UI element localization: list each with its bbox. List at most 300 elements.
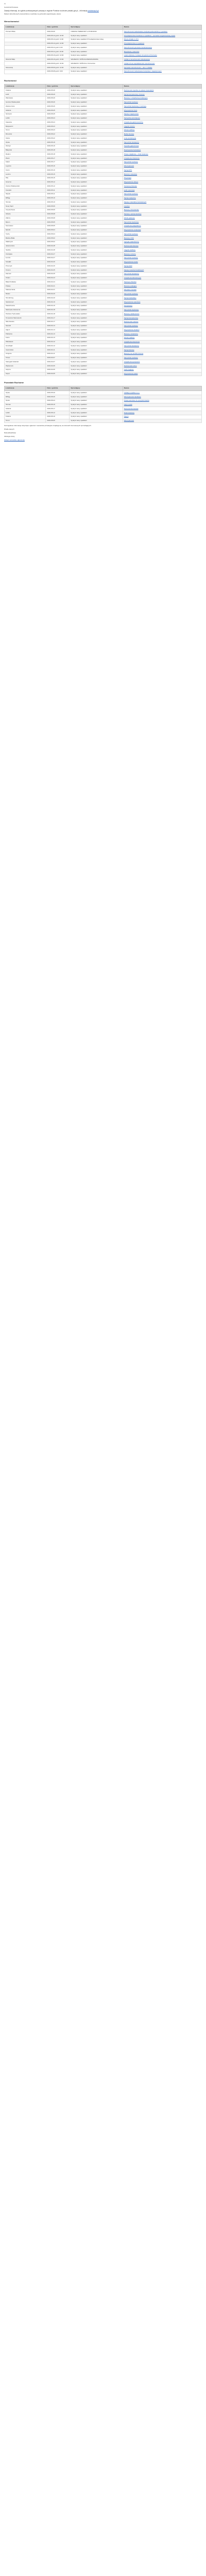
cell-seller: Syndyk masy upadłości	[70, 403, 123, 407]
cell-description	[123, 189, 201, 193]
table-row	[5, 212, 202, 216]
listing-link[interactable]: Samochód dostawczy	[124, 273, 139, 275]
cell-description	[123, 30, 201, 34]
listing-link[interactable]: Samochód osobowy	[124, 257, 138, 259]
cell-location	[5, 54, 46, 58]
table-row	[5, 189, 202, 193]
listing-link[interactable]: Samochód dostawczy	[124, 344, 139, 347]
cell-description	[123, 280, 201, 284]
cell-location: Biała Podlaska	[5, 280, 46, 284]
listing-link[interactable]: Sprzęt biurowy	[124, 348, 134, 351]
cell-description	[123, 200, 201, 205]
listing-link[interactable]: Samochód osobowy	[124, 293, 138, 295]
cell-date: 2023-05-02	[46, 236, 70, 241]
cell-date: 2023-04-24	[46, 280, 70, 284]
cell-date: 2023-05-23	[46, 128, 70, 132]
table-row	[5, 300, 202, 304]
column-header: Nazwa	[123, 25, 201, 30]
cell-description	[123, 256, 201, 260]
cell-date: 2023-04-18	[46, 308, 70, 312]
footer-all-link[interactable]: Zobacz wszystkie ogłoszenia	[4, 438, 25, 441]
listing-link[interactable]: Sprzęt AGD	[124, 264, 132, 267]
listing-link[interactable]: Wyposażenie sklepu	[124, 181, 139, 183]
cell-description	[123, 312, 201, 316]
cell-date: 2023-05-09 godz. 12:00	[46, 66, 70, 70]
cell-date: 2023-05-05	[46, 221, 70, 225]
cell-location	[5, 50, 46, 54]
cell-date: 2023-05-08	[46, 216, 70, 221]
listing-link[interactable]: Maszyny rolnicze	[124, 252, 136, 255]
table-row	[5, 176, 202, 180]
cell-seller: Syndyk masy upadłości	[70, 128, 123, 132]
table-row	[5, 399, 202, 403]
cell-date: 2023-05-22	[46, 137, 70, 141]
cell-date: 2023-05-17	[46, 157, 70, 161]
cell-date: 2023-04-20	[46, 296, 70, 300]
cell-seller: Syndyk masy upadłości	[70, 189, 123, 193]
column-header: Sprzedający	[70, 25, 123, 30]
listing-link[interactable]: Zapasy towarów handlowych	[124, 268, 144, 271]
listing-link[interactable]: Samochód osobowy	[124, 325, 138, 327]
cell-date: 2023-04-25	[46, 272, 70, 276]
results-table	[4, 386, 202, 423]
listing-link[interactable]: Samochód osobowy	[124, 357, 138, 359]
table-row	[5, 320, 202, 324]
listing-link[interactable]: Sprzęt komputerowy i biurowy	[124, 93, 145, 95]
top-marker: (!)	[4, 3, 6, 5]
table-row	[5, 70, 202, 74]
cell-seller: Syndyk masy upadłości	[70, 148, 123, 152]
listing-link[interactable]: Maszyny i urządzenia produkcyjne	[124, 97, 148, 99]
listing-link[interactable]: Samochód dostawczy	[124, 141, 139, 143]
table-row	[5, 157, 202, 161]
cell-date: 2023-04-19	[46, 300, 70, 304]
listing-link[interactable]: Samochód ciężarowy z naczepą	[124, 105, 146, 107]
table-row	[5, 248, 202, 252]
listing-link[interactable]: Samochód osobowy	[124, 101, 138, 104]
cell-location: Toruń	[5, 419, 46, 423]
cell-seller: Syndyk masy upadłości	[70, 260, 123, 264]
footer-line-1: Szczegółowe informacje dotyczące ogłoszeń i warunków przetargów znajdują się na stronach internetowych sprzedających.	[4, 425, 92, 427]
listing-link[interactable]: Nieruchomość zabudowana budynkiem magazynowym	[124, 70, 162, 73]
cell-description	[123, 58, 201, 62]
cell-date: 2023-05-10	[46, 196, 70, 200]
cell-seller: Syndyk masy upadłości	[70, 196, 123, 200]
cell-date: 2023-04-26	[46, 260, 70, 264]
cell-location: Chojnice	[5, 352, 46, 356]
cell-date: 2023-05-11 godz. 9:30	[46, 46, 70, 50]
cell-date: 2023-04-07	[46, 356, 70, 360]
listing-link[interactable]: Wiertarki i frezarki	[124, 289, 136, 291]
listing-link[interactable]: Akcje spółki	[124, 403, 132, 406]
cell-description	[123, 141, 201, 145]
cell-location: Gliwice	[5, 212, 46, 216]
table-row	[5, 304, 202, 308]
cell-date: 2023-04-17	[46, 316, 70, 320]
listing-link[interactable]: Maszyny pakujące	[124, 284, 137, 287]
intro-lead	[4, 10, 202, 12]
cell-date: 2023-05-10 godz. 12:00	[46, 54, 70, 58]
listing-link[interactable]: Wyposażenie hotelu	[124, 261, 138, 263]
listing-link[interactable]: Serwery i sprzęt sieciowy	[124, 213, 142, 215]
cell-seller: Syndyk masy upadłości	[70, 272, 123, 276]
listing-link[interactable]: Ruchomości rolnicze	[124, 320, 139, 323]
cell-location: Piotrków Trybunalski	[5, 312, 46, 316]
table-row	[5, 144, 202, 148]
cell-date: 2023-04-24	[46, 276, 70, 280]
cell-date: 2023-04-28	[46, 244, 70, 248]
cell-location: Gdańsk	[5, 109, 46, 113]
listing-link[interactable]: Urządzenia chemiczne	[124, 341, 140, 343]
cell-seller: Syndyk masy upadłości	[70, 121, 123, 125]
listing-link[interactable]: Maszyny do obróbki drewna	[124, 352, 144, 355]
table-row	[5, 168, 202, 173]
cell-description	[123, 288, 201, 292]
cell-date: 2023-05-26	[46, 100, 70, 105]
column-header: Sprzedający	[70, 84, 123, 89]
cell-date: 2023-04-28	[46, 248, 70, 252]
listing-link[interactable]: Samochód ciężarowy	[124, 309, 139, 311]
cell-location: Elbląg	[5, 395, 46, 399]
listing-link[interactable]: Ruchomości zgodnie ze spisem inwentarza	[124, 89, 154, 91]
listing-link[interactable]: Wyposażenie lokalu	[124, 372, 138, 375]
cell-date: 2023-05-11 godz. 10:30	[46, 50, 70, 54]
listing-link[interactable]: Wyposażenie warsztatu	[124, 300, 141, 303]
listing-link[interactable]: Urządzenia poligraficzne	[124, 225, 141, 227]
table-row	[5, 132, 202, 137]
listing-link[interactable]: Sprzedaż nieruchomości – dom z działką	[124, 66, 152, 69]
column-header: Lokalizacja	[5, 386, 46, 391]
cell-seller: SZCZECIN I SPÓŁKA w Szczecinie	[70, 62, 123, 66]
listing-link[interactable]: Linia produkcyjna	[124, 137, 136, 139]
listing-link[interactable]: Nieruchomość gruntowa niezabudowana	[124, 46, 152, 48]
cell-location: Katowice	[5, 121, 46, 125]
table-row	[5, 105, 202, 109]
cell-date: 2023-05-12 godz. 11:00	[46, 38, 70, 42]
listing-link[interactable]: Zbycie działki nr 27/1	[124, 38, 139, 41]
cell-seller: Syndyk masy upadłości	[70, 364, 123, 368]
listing-link[interactable]: Wyposażenie drukarni	[124, 328, 140, 331]
cell-location: Gdańsk	[5, 407, 46, 411]
cell-location: Tarnów	[5, 200, 46, 205]
listing-link[interactable]: Meble biurowe	[124, 133, 134, 135]
listing-link[interactable]: Przedsiębiorstwo handlowe w upadłości – sprzedaż zorganizowanej części	[124, 34, 176, 37]
listing-link[interactable]: Wyposażenie biura	[124, 109, 138, 111]
cell-date: 2023-05-19	[46, 144, 70, 148]
cell-location: Szczecin	[5, 112, 46, 116]
cell-description	[123, 419, 201, 423]
listing-link[interactable]: Mieszkanie, lokal 2/14	[124, 50, 140, 53]
listing-link[interactable]: Przedsiębiorstwo w upadłości	[124, 42, 145, 45]
listing-link[interactable]: Udział w nieruchomości zabudowanej	[124, 58, 150, 61]
listing-link[interactable]: Maszyny dziewiarskie	[124, 209, 139, 211]
cell-date: 2023-05-04	[46, 228, 70, 232]
cell-description	[123, 176, 201, 180]
cell-date: 2023-04-14	[46, 324, 70, 328]
cell-location: Białystok	[5, 148, 46, 152]
listing-link[interactable]: Kontenery biurowe	[124, 184, 137, 187]
cell-date: 2023-04-11	[46, 348, 70, 352]
cell-location: Płock	[5, 157, 46, 161]
cell-description	[123, 112, 201, 116]
cell-location: Bytom	[5, 221, 46, 225]
cell-location: Starogard Gdański	[5, 360, 46, 364]
column-header: Lokalizacja	[5, 25, 46, 30]
cell-description	[123, 157, 201, 161]
cell-description	[123, 340, 201, 344]
listing-link[interactable]: Samochód osobowy	[124, 193, 138, 195]
listing-link[interactable]: Ruchomości różne	[124, 364, 137, 367]
listing-link[interactable]: Koparka gąsienicowa	[124, 145, 139, 147]
cell-location: Łódź	[5, 93, 46, 97]
cell-date: 2023-05-26	[46, 395, 70, 399]
listing-link[interactable]: Urządzenia spożywcze	[124, 360, 140, 363]
table-row	[5, 368, 202, 372]
intro-lead-text: Zasady informacji, do ogólnie przekazywanych przepisy w regionie Punktow na stronie powiatu.gov.pl – informacje	[4, 9, 88, 12]
cell-description	[123, 304, 201, 308]
cell-description	[123, 316, 201, 320]
cell-date: 2023-04-25	[46, 268, 70, 273]
listing-link[interactable]: Maszyny CNC	[124, 236, 134, 239]
cell-date: 2023-05-30	[46, 89, 70, 93]
cell-description	[123, 260, 201, 264]
cell-location: Sieradz	[5, 324, 46, 328]
listing-link[interactable]: Sprzęt RTV	[124, 168, 132, 171]
cell-date: 2023-04-27	[46, 252, 70, 257]
table-row	[5, 121, 202, 125]
table-row	[5, 62, 202, 66]
cell-description	[123, 284, 201, 289]
table-row	[5, 236, 202, 241]
listing-link[interactable]: Samochód osobowy	[124, 161, 138, 163]
cell-seller: Syndyk masy upadłości	[70, 344, 123, 348]
cell-location: Tomaszów Mazowiecki	[5, 316, 46, 320]
cell-date: 2023-05-29	[46, 96, 70, 100]
cell-location: Kutno	[5, 336, 46, 340]
cell-date: 2023-05-26	[46, 105, 70, 109]
table-row	[5, 340, 202, 344]
intro-lead-link[interactable]: powiatowych.pl	[88, 9, 99, 12]
cell-date: 2023-05-17	[46, 160, 70, 164]
cell-description	[123, 42, 201, 46]
cell-date: 2023-04-13	[46, 332, 70, 336]
cell-description	[123, 70, 201, 74]
cell-location: Chełm	[5, 276, 46, 280]
cell-date: 2023-05-24	[46, 121, 70, 125]
table-row	[5, 252, 202, 257]
cell-seller: Syndyk masy upadłości	[70, 332, 123, 336]
cell-date: 2023-05-04	[46, 232, 70, 236]
footer	[4, 425, 202, 441]
cell-description	[123, 372, 201, 376]
cell-description	[123, 62, 201, 66]
listing-link[interactable]: Udziały w spółce z o.o.	[124, 391, 140, 394]
cell-date: 2023-04-07	[46, 360, 70, 364]
listing-link[interactable]: Wierzytelności	[124, 419, 134, 422]
cell-description	[123, 232, 201, 236]
cell-date: 2023-04-06	[46, 368, 70, 372]
cell-description	[123, 196, 201, 200]
table-row	[5, 164, 202, 168]
cell-location: Wałbrzych	[5, 240, 46, 244]
listing-link[interactable]: Domena internetowa	[124, 407, 139, 410]
listing-link[interactable]: Znak towarowy	[124, 411, 134, 414]
cell-seller: Syndyk masy upadłości	[70, 415, 123, 419]
table-row	[5, 34, 202, 38]
page	[0, 0, 206, 442]
listing-link[interactable]: Rusztowania budowlane	[124, 149, 141, 151]
cell-seller: Syndyk masy upadłości	[70, 173, 123, 177]
listing-link[interactable]: Samochód osobowy	[124, 232, 138, 235]
cell-description	[123, 212, 201, 216]
cell-seller: Syndyk masy upadłości	[70, 292, 123, 296]
listing-link[interactable]: Wózek widłowy	[124, 336, 135, 339]
cell-description	[123, 46, 201, 50]
cell-date: 2023-05-30	[46, 391, 70, 395]
table-row	[5, 46, 202, 50]
cell-description	[123, 105, 201, 109]
listing-link[interactable]: Maszyny stolarskie	[124, 173, 138, 175]
listing-link[interactable]: Przyczepa	[124, 177, 131, 179]
table-row	[5, 332, 202, 336]
cell-date: 2023-04-06	[46, 364, 70, 368]
table-row	[5, 256, 202, 260]
cell-date: 2023-05-18	[46, 152, 70, 157]
table-row	[5, 364, 202, 368]
table-row	[5, 125, 202, 129]
listing-link[interactable]: Sprzęt budowlany	[124, 296, 136, 299]
cell-location: Suwałki	[5, 260, 46, 264]
cell-seller: Syndyk masy upadłości	[70, 296, 123, 300]
table-row	[5, 100, 202, 105]
cell-location: Opole	[5, 141, 46, 145]
cell-seller: Syndyk masy upadłości	[70, 391, 123, 395]
cell-description	[123, 240, 201, 244]
cell-date: 2023-05-12 godz. 10:00	[46, 34, 70, 38]
table-header-row	[5, 84, 202, 89]
cell-location: Mielec	[5, 292, 46, 296]
listing-link[interactable]: Autobus	[124, 205, 130, 207]
listing-link[interactable]: Urządzenia laboratoryjne	[124, 277, 142, 279]
cell-description	[123, 344, 201, 348]
table-row	[5, 216, 202, 221]
listing-link[interactable]: Wyposażenie restauracji	[124, 229, 141, 231]
table-row	[5, 38, 202, 42]
cell-date: 2023-05-12	[46, 180, 70, 184]
listing-link[interactable]: Sprzęt komputerowy	[124, 316, 139, 319]
cell-seller: Syndyk masy upadłości	[70, 184, 123, 189]
cell-date: 2023-05-16	[46, 164, 70, 168]
listing-link[interactable]: Narzędzia warsztatowe	[124, 117, 140, 120]
listing-link[interactable]: Ruchomości biurowe	[124, 245, 139, 247]
cell-location: Inowrocław	[5, 348, 46, 352]
listing-link[interactable]: Ciągnik rolniczy	[124, 125, 135, 127]
cell-location: Przemyśl	[5, 264, 46, 268]
cell-description	[123, 292, 201, 296]
table-row	[5, 42, 202, 46]
cell-location: Konin	[5, 168, 46, 173]
cell-date: 2023-05-09 godz. 10:00	[46, 62, 70, 66]
table-header-row	[5, 386, 202, 391]
listing-link[interactable]: Lokal użytkowy z prawem do gruntu w Poznaniu	[124, 54, 157, 57]
cell-location: Kraków	[5, 89, 46, 93]
listing-link[interactable]: Wierzytelności handlowe	[124, 395, 141, 398]
cell-description	[123, 144, 201, 148]
cell-location: Bielsko-Biała	[5, 236, 46, 241]
cell-seller: Syndyk masy upadłości	[70, 316, 123, 320]
listing-link[interactable]: Wózek widłowy	[124, 129, 135, 131]
table-row	[5, 280, 202, 284]
table-row	[5, 240, 202, 244]
table-row	[5, 407, 202, 411]
cell-location: Ostrołęka	[5, 252, 46, 257]
table-row	[5, 276, 202, 280]
cell-seller: Syndyk masy upadłości	[70, 224, 123, 228]
listing-link[interactable]: Ciągnik siodłowy	[124, 248, 136, 251]
listing-link[interactable]: Kompresory	[124, 304, 132, 307]
listing-link[interactable]: Wierzytelności	[124, 165, 134, 167]
cell-date: 2023-05-08	[46, 212, 70, 216]
listing-link[interactable]: Jacht żaglowy	[124, 368, 134, 371]
cell-description	[123, 411, 201, 418]
listing-link[interactable]: Wózki paletowe	[124, 216, 135, 219]
listing-link[interactable]: Urządzenia chłodnicze	[124, 157, 140, 159]
cell-date: 2023-05-12	[46, 184, 70, 189]
cell-date: 2023-05-12	[46, 411, 70, 415]
column-header: Data i godzina	[46, 25, 70, 30]
listing-link[interactable]: Prawa majątkowe – znak towarowy	[124, 152, 148, 155]
column-header: Data i godzina	[46, 84, 70, 89]
cell-date: 2023-06-06	[46, 30, 70, 34]
listing-link[interactable]: Nieruchomość zabudowana, budynek jednorodzinny z garażem	[124, 30, 168, 32]
cell-seller: Syndyk masy upadłości	[70, 221, 123, 225]
cell-seller: Syndyk masy upadłości	[70, 232, 123, 236]
listing-link[interactable]: Urządzenia gastronomiczne	[124, 121, 143, 123]
listing-link[interactable]: Zapasy materiałów budowlanych	[124, 200, 147, 203]
table-row	[5, 128, 202, 132]
listing-link[interactable]: Prawa autorskie do oprogramowania	[124, 399, 149, 402]
cell-location: Sopot	[5, 372, 46, 376]
listing-link[interactable]: Udział 1/4 we współwłasności nieruchomości	[124, 62, 155, 64]
table-row	[5, 232, 202, 236]
cell-seller: Syndyk masy upadłości	[70, 407, 123, 411]
cell-seller: Syndyk masy upadłości	[70, 93, 123, 97]
listing-link[interactable]: Łódź motorowa	[124, 189, 135, 191]
cell-seller: Syndyk masy upadłości	[70, 268, 123, 273]
listing-link[interactable]: Naczepa chłodnia	[124, 280, 136, 283]
cell-description	[123, 192, 201, 196]
listing-link[interactable]: Patent	[124, 415, 129, 418]
listing-link[interactable]: Zapasy magazynowe	[124, 113, 139, 115]
listing-link[interactable]: Samochód ciężarowy	[124, 221, 139, 223]
footer-line-4: Obsługa strony	[4, 435, 15, 437]
table-row	[5, 372, 202, 376]
cell-location: Legnica	[5, 164, 46, 168]
cell-location: Tczew	[5, 356, 46, 360]
cell-location: Szamotuły	[5, 66, 46, 70]
cell-location: Tychy	[5, 232, 46, 236]
cell-description	[123, 324, 201, 328]
listing-link[interactable]: Maszyny włókiennicze	[124, 312, 140, 315]
listing-link[interactable]: Sprzęt medyczny	[124, 197, 136, 199]
cell-location: Opole	[5, 399, 46, 403]
cell-description	[123, 173, 201, 177]
cell-description	[123, 248, 201, 252]
cell-location: Pabianice	[5, 332, 46, 336]
table-row	[5, 288, 202, 292]
listing-link[interactable]: Agregat prądotwórczy	[124, 241, 139, 243]
listing-link[interactable]: Maszyny szwalnicze	[124, 332, 138, 335]
